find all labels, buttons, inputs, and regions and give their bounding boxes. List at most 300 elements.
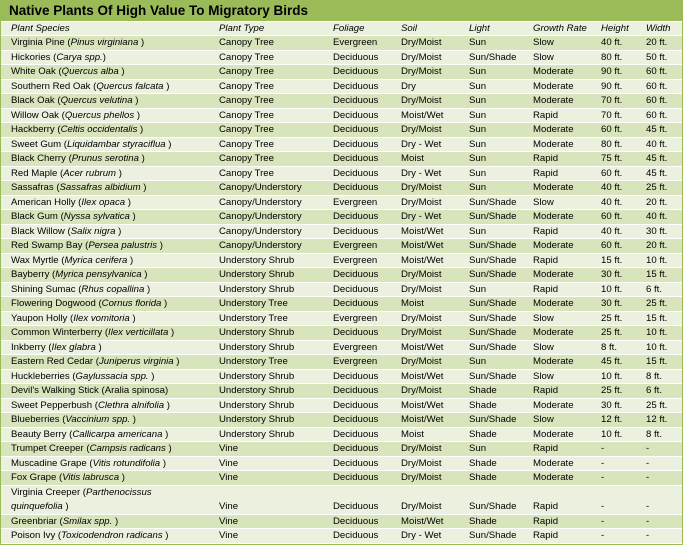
growth-rate-cell: Moderate xyxy=(533,399,574,411)
plant-type-cell: Canopy Tree xyxy=(219,66,274,77)
height-cell: - xyxy=(601,515,605,527)
table-row xyxy=(1,137,682,152)
growth-rate-cell: Slow xyxy=(533,312,554,324)
species-common: Beauty Berry ( xyxy=(11,428,73,440)
table-row xyxy=(1,398,682,413)
species-common: Black Gum ( xyxy=(11,211,64,222)
plant-type-cell: Canopy/Understory xyxy=(219,240,302,251)
height-cell: - xyxy=(601,457,605,469)
species-cell xyxy=(11,370,154,385)
growth-rate-cell: Moderate xyxy=(533,472,574,483)
foliage-cell: Deciduous xyxy=(333,370,379,382)
header-height: Height xyxy=(601,23,629,34)
width-cell: 20 ft. xyxy=(646,37,668,48)
growth-rate-cell: Rapid xyxy=(533,153,559,164)
species-cell xyxy=(11,312,136,327)
species-line xyxy=(11,298,167,309)
foliage-cell: Deciduous xyxy=(333,124,379,135)
light-cell: Sun xyxy=(469,66,487,77)
plant-type-cell: Understory Shrub xyxy=(219,283,295,295)
growth-rate-cell: Slow xyxy=(533,51,554,63)
height-cell: 10 ft. xyxy=(601,283,623,295)
table-row xyxy=(1,35,682,50)
species-scientific: Parthenocissus xyxy=(86,486,152,498)
foliage-cell: Deciduous xyxy=(333,225,379,237)
table-row xyxy=(1,383,682,398)
width-cell: 50 ft. xyxy=(646,51,668,63)
height-cell: 30 ft. xyxy=(601,269,623,280)
width-cell: 25 ft. xyxy=(646,298,668,309)
plant-type-cell: Understory Shrub xyxy=(219,269,295,280)
width-cell: 45 ft. xyxy=(646,124,668,135)
table-row xyxy=(1,456,682,471)
height-cell: 70 ft. xyxy=(601,95,623,106)
height-cell: 8 ft. xyxy=(601,341,617,353)
width-cell: 15 ft. xyxy=(646,312,668,324)
soil-cell: Moist/Wet xyxy=(401,341,444,353)
species-scientific: Nyssa sylvatica xyxy=(63,211,130,222)
species-common: Muscadine Grape ( xyxy=(11,457,93,469)
light-cell: Sun xyxy=(469,225,487,237)
light-cell: Sun/Shade xyxy=(469,269,517,280)
foliage-cell: Deciduous xyxy=(333,167,379,179)
species-common: Blueberries ( xyxy=(11,414,66,425)
table-row xyxy=(1,195,682,210)
growth-rate-cell: Rapid xyxy=(533,530,559,541)
light-cell: Sun/Shade xyxy=(469,196,517,208)
species-close: ) xyxy=(144,283,151,295)
width-cell: 10 ft. xyxy=(646,254,668,266)
soil-cell: Moist/Wet xyxy=(401,399,444,411)
soil-cell: Moist/Wet xyxy=(401,240,444,251)
soil-cell: Dry - Wet xyxy=(401,211,442,222)
width-cell: 60 ft. xyxy=(646,80,668,92)
species-cell xyxy=(11,109,140,124)
soil-cell: Dry/Moist xyxy=(401,356,442,367)
species-cell xyxy=(11,341,102,356)
species-line xyxy=(11,269,148,280)
height-cell: 60 ft. xyxy=(601,211,623,222)
height-cell: - xyxy=(601,472,605,483)
height-cell: 40 ft. xyxy=(601,182,623,193)
width-cell: 15 ft. xyxy=(646,269,668,280)
light-cell: Sun/Shade xyxy=(469,211,517,222)
species-close: ) xyxy=(164,399,170,411)
species-common: Sweet Pepperbush ( xyxy=(11,399,98,411)
species-line xyxy=(11,52,106,63)
species-scientific: Quercus velutina xyxy=(60,95,133,106)
species-close: ) xyxy=(148,370,155,382)
species-scientific: Rhus copallina xyxy=(81,283,145,295)
width-cell: - xyxy=(646,443,650,454)
plant-type-cell: Canopy Tree xyxy=(219,51,274,63)
species-line xyxy=(11,139,172,150)
width-cell: 10 ft. xyxy=(646,327,668,338)
plant-type-cell: Canopy Tree xyxy=(219,124,274,135)
species-close: ) xyxy=(112,515,119,527)
plant-type-cell: Canopy Tree xyxy=(219,153,274,164)
species-common: Red Swamp Bay ( xyxy=(11,240,89,251)
plant-type-cell: Understory Shrub xyxy=(219,428,295,440)
height-cell: 70 ft. xyxy=(601,109,623,121)
species-close: ) xyxy=(168,327,175,338)
plant-type-cell: Understory Shrub xyxy=(219,414,295,425)
soil-cell: Dry/Moist xyxy=(401,443,442,454)
species-scientific: Callicarpa americana xyxy=(72,428,163,440)
species-cell xyxy=(11,471,125,486)
table-row xyxy=(1,354,682,369)
species-line xyxy=(11,500,152,515)
species-close: ) xyxy=(118,66,125,77)
species-close: ) xyxy=(141,269,148,280)
species-scientific: Vaccinium spp. xyxy=(65,414,131,425)
species-common: Bayberry ( xyxy=(11,269,56,280)
growth-rate-cell: Moderate xyxy=(533,428,574,440)
plant-type-cell: Vine xyxy=(219,443,239,454)
growth-rate-cell: Moderate xyxy=(533,240,574,251)
growth-rate-cell: Moderate xyxy=(533,124,574,135)
table-row xyxy=(1,441,682,456)
light-cell: Sun/Shade xyxy=(469,312,517,324)
species-cell xyxy=(11,428,168,443)
species-line xyxy=(11,124,143,135)
soil-cell: Moist xyxy=(401,428,424,440)
foliage-cell: Deciduous xyxy=(333,153,379,164)
species-cell xyxy=(11,355,180,370)
plant-type-cell: Understory Shrub xyxy=(219,327,295,338)
species-scientific: Quercus phellos xyxy=(64,109,135,121)
growth-rate-cell: Rapid xyxy=(533,109,559,121)
foliage-cell: Deciduous xyxy=(333,414,379,425)
light-cell: Sun/Shade xyxy=(469,370,517,382)
table-row xyxy=(1,180,682,195)
growth-rate-cell: Moderate xyxy=(533,269,574,280)
species-close: ) xyxy=(157,240,163,251)
soil-cell: Moist/Wet xyxy=(401,254,444,266)
soil-cell: Dry/Moist xyxy=(401,124,442,135)
width-cell: - xyxy=(646,530,650,541)
width-cell: 8 ft. xyxy=(646,370,662,382)
species-line xyxy=(11,153,145,164)
plant-type-cell: Vine xyxy=(219,472,239,483)
species-close: ) xyxy=(160,457,167,469)
plant-type-cell: Understory Shrub xyxy=(219,385,295,396)
species-scientific: Sassafras albidium xyxy=(59,182,141,193)
table-row xyxy=(1,224,682,239)
species-line xyxy=(11,458,166,469)
soil-cell: Dry/Moist xyxy=(401,312,442,324)
light-cell: Sun/Shade xyxy=(469,501,517,512)
table-row xyxy=(1,122,682,137)
species-close: ) xyxy=(119,472,125,483)
species-common: Southern Red Oak ( xyxy=(11,80,97,92)
growth-rate-cell: Rapid xyxy=(533,167,559,179)
foliage-cell: Deciduous xyxy=(333,399,379,411)
species-close: ) xyxy=(138,153,145,164)
species-cell xyxy=(11,80,169,95)
species-cell xyxy=(11,138,172,153)
species-close: ) xyxy=(116,167,122,179)
foliage-cell: Deciduous xyxy=(333,80,379,92)
foliage-cell: Evergreen xyxy=(333,240,378,251)
species-scientific: Myrica pensylvanica xyxy=(55,269,142,280)
species-cell xyxy=(11,457,166,472)
species-cell xyxy=(11,51,106,66)
table-row xyxy=(1,340,682,355)
species-common: Fox Grape ( xyxy=(11,472,63,483)
light-cell: Sun xyxy=(469,37,487,48)
species-line xyxy=(11,66,125,77)
width-cell: 15 ft. xyxy=(646,356,668,367)
species-cell xyxy=(11,283,150,298)
species-scientific: Cornus florida xyxy=(101,298,162,309)
foliage-cell: Deciduous xyxy=(333,515,379,527)
header-species: Plant Species xyxy=(11,23,70,34)
width-cell: 10 ft. xyxy=(646,341,668,353)
species-close: ) xyxy=(138,37,145,48)
species-scientific: Juniperus virginia xyxy=(98,356,174,367)
soil-cell: Dry/Moist xyxy=(401,182,442,193)
species-line xyxy=(11,414,136,425)
light-cell: Sun xyxy=(469,109,487,121)
height-cell: 10 ft. xyxy=(601,428,623,440)
soil-cell: Dry/Moist xyxy=(401,283,442,295)
species-scientific: Carya spp. xyxy=(56,51,103,63)
growth-rate-cell: Rapid xyxy=(533,501,559,512)
foliage-cell: Evergreen xyxy=(333,254,378,266)
species-close: ) xyxy=(162,530,169,541)
table-row xyxy=(1,470,682,485)
plant-type-cell: Vine xyxy=(219,515,239,527)
height-cell: 60 ft. xyxy=(601,167,623,179)
growth-rate-cell: Moderate xyxy=(533,66,574,77)
species-line xyxy=(11,371,154,382)
species-close: ) xyxy=(134,109,141,121)
species-common: Wax Myrtle ( xyxy=(11,254,65,266)
species-common: Hackberry ( xyxy=(11,124,61,135)
height-cell: 25 ft. xyxy=(601,312,623,324)
species-cell xyxy=(11,239,163,254)
species-scientific: Celtis occidentalis xyxy=(60,124,138,135)
species-common: Trumpet Creeper ( xyxy=(11,443,90,454)
height-cell: 30 ft. xyxy=(601,298,623,309)
species-close: ) xyxy=(140,182,147,193)
species-scientific: Persea palustris xyxy=(88,240,158,251)
table-row xyxy=(1,64,682,79)
plant-type-cell: Canopy Tree xyxy=(219,109,274,121)
width-cell: 40 ft. xyxy=(646,138,668,150)
light-cell: Sun xyxy=(469,167,487,179)
table-row xyxy=(1,311,682,326)
growth-rate-cell: Slow xyxy=(533,414,554,425)
species-scientific: Ilex opaca xyxy=(81,196,126,208)
soil-cell: Dry - Wet xyxy=(401,138,442,150)
table-row xyxy=(1,282,682,297)
light-cell: Sun/Shade xyxy=(469,240,517,251)
light-cell: Shade xyxy=(469,385,497,396)
species-scientific: Smilax spp. xyxy=(62,515,113,527)
height-cell: 40 ft. xyxy=(601,225,623,237)
growth-rate-cell: Moderate xyxy=(533,327,574,338)
species-cell xyxy=(11,529,169,544)
species-line xyxy=(11,313,136,324)
species-common: Hickories ( xyxy=(11,51,57,63)
table-row xyxy=(1,166,682,181)
foliage-cell: Deciduous xyxy=(333,298,379,309)
foliage-cell: Deciduous xyxy=(333,501,379,512)
species-cell xyxy=(11,36,144,51)
height-cell: 30 ft. xyxy=(601,399,623,411)
species-line xyxy=(11,226,121,237)
soil-cell: Dry/Moist xyxy=(401,66,442,77)
soil-cell: Dry/Moist xyxy=(401,385,442,396)
height-cell: 80 ft. xyxy=(601,138,623,150)
species-close: ) xyxy=(129,211,136,222)
foliage-cell: Deciduous xyxy=(333,95,379,106)
species-common: Shining Sumac ( xyxy=(11,283,82,295)
species-line xyxy=(11,472,125,483)
light-cell: Shade xyxy=(469,428,497,440)
plant-type-cell: Vine xyxy=(219,530,239,541)
table-row xyxy=(1,267,682,282)
plant-type-cell: Canopy Tree xyxy=(219,167,274,179)
species-scientific: Prunus serotina xyxy=(71,153,139,164)
height-cell: 15 ft. xyxy=(601,254,623,266)
species-close: ) xyxy=(129,312,136,324)
height-cell: 60 ft. xyxy=(601,240,623,251)
foliage-cell: Deciduous xyxy=(333,211,379,222)
width-cell: 40 ft. xyxy=(646,211,668,222)
growth-rate-cell: Moderate xyxy=(533,298,574,309)
plant-type-cell: Understory Shrub xyxy=(219,370,295,382)
plant-type-cell: Understory Tree xyxy=(219,356,288,367)
width-cell: 45 ft. xyxy=(646,153,668,164)
soil-cell: Dry/Moist xyxy=(401,95,442,106)
light-cell: Sun xyxy=(469,138,487,150)
table-row xyxy=(1,296,682,311)
plant-type-cell: Canopy Tree xyxy=(219,37,274,48)
table-row xyxy=(1,427,682,442)
species-scientific: Toxicodendron radicans xyxy=(61,530,163,541)
foliage-cell: Deciduous xyxy=(333,269,379,280)
width-cell: - xyxy=(646,515,650,527)
species-common: Flowering Dogwood ( xyxy=(11,298,102,309)
header-foliage: Foliage xyxy=(333,23,365,34)
species-common: Virginia Creeper ( xyxy=(11,486,87,498)
soil-cell: Moist/Wet xyxy=(401,370,444,382)
header-type: Plant Type xyxy=(219,23,265,34)
height-cell: - xyxy=(601,501,605,512)
species-close: ) xyxy=(173,356,180,367)
soil-cell: Moist/Wet xyxy=(401,515,444,527)
species-scientific: Vitis rotundifolia xyxy=(92,457,161,469)
species-scientific: Pinus virginiana xyxy=(70,37,139,48)
species-close: ) xyxy=(165,443,172,454)
species-cell xyxy=(11,196,131,211)
species-line xyxy=(11,342,102,353)
header-row xyxy=(1,21,682,35)
width-cell: - xyxy=(646,472,650,483)
growth-rate-cell: Rapid xyxy=(533,515,559,527)
soil-cell: Moist xyxy=(401,298,424,309)
soil-cell: Dry/Moist xyxy=(401,472,442,483)
growth-rate-cell: Moderate xyxy=(533,80,574,92)
light-cell: Shade xyxy=(469,515,497,527)
species-scientific: Quercus alba xyxy=(61,66,119,77)
height-cell: 60 ft. xyxy=(601,124,623,135)
plant-type-cell: Vine xyxy=(219,501,239,512)
height-cell: 40 ft. xyxy=(601,37,623,48)
light-cell: Shade xyxy=(469,399,497,411)
soil-cell: Dry - Wet xyxy=(401,530,442,541)
species-scientific: Ilex vomitoria xyxy=(73,312,130,324)
species-cell xyxy=(11,515,118,530)
width-cell: 25 ft. xyxy=(646,399,668,411)
width-cell: 8 ft. xyxy=(646,428,662,440)
species-line xyxy=(11,95,138,106)
height-cell: - xyxy=(601,443,605,454)
soil-cell: Dry xyxy=(401,80,416,92)
species-line xyxy=(11,530,169,541)
soil-cell: Moist/Wet xyxy=(401,109,444,121)
height-cell: 90 ft. xyxy=(601,80,623,92)
table-row xyxy=(1,209,682,224)
soil-cell: Moist/Wet xyxy=(401,225,444,237)
plant-type-cell: Canopy Tree xyxy=(219,95,274,106)
species-common: American Holly ( xyxy=(11,196,82,208)
table-row xyxy=(1,238,682,253)
light-cell: Sun xyxy=(469,443,487,454)
species-line xyxy=(11,327,174,338)
foliage-cell: Deciduous xyxy=(333,385,379,396)
species-line xyxy=(11,81,169,92)
species-cell xyxy=(11,254,133,269)
light-cell: Shade xyxy=(469,472,497,483)
table-row xyxy=(1,325,682,340)
height-cell: - xyxy=(601,530,605,541)
species-common: Greenbriar ( xyxy=(11,515,63,527)
growth-rate-cell: Moderate xyxy=(533,356,574,367)
species-cell xyxy=(11,268,148,283)
species-line xyxy=(11,429,168,440)
soil-cell: Dry/Moist xyxy=(401,37,442,48)
light-cell: Sun xyxy=(469,80,487,92)
species-close: ) xyxy=(161,298,168,309)
soil-cell: Dry/Moist xyxy=(401,269,442,280)
soil-cell: Moist/Wet xyxy=(401,414,444,425)
species-common: Inkberry ( xyxy=(11,341,52,353)
species-close: ) xyxy=(132,95,139,106)
species-line xyxy=(11,486,152,501)
growth-rate-cell: Moderate xyxy=(533,457,574,469)
width-cell: 20 ft. xyxy=(646,196,668,208)
foliage-cell: Deciduous xyxy=(333,472,379,483)
plant-type-cell: Canopy/Understory xyxy=(219,225,302,237)
species-cell xyxy=(11,152,145,167)
species-scientific: Vitis labrusca xyxy=(62,472,120,483)
species-scientific: Gaylussacia spp. xyxy=(75,370,149,382)
species-line xyxy=(11,110,140,121)
species-scientific: Clethra alnifolia xyxy=(97,399,165,411)
growth-rate-cell: Moderate xyxy=(533,138,574,150)
height-cell: 75 ft. xyxy=(601,153,623,164)
light-cell: Sun xyxy=(469,124,487,135)
table-row xyxy=(1,485,682,514)
species-line xyxy=(11,37,144,48)
light-cell: Sun/Shade xyxy=(469,530,517,541)
growth-rate-cell: Moderate xyxy=(533,211,574,222)
light-cell: Sun/Shade xyxy=(469,414,517,425)
